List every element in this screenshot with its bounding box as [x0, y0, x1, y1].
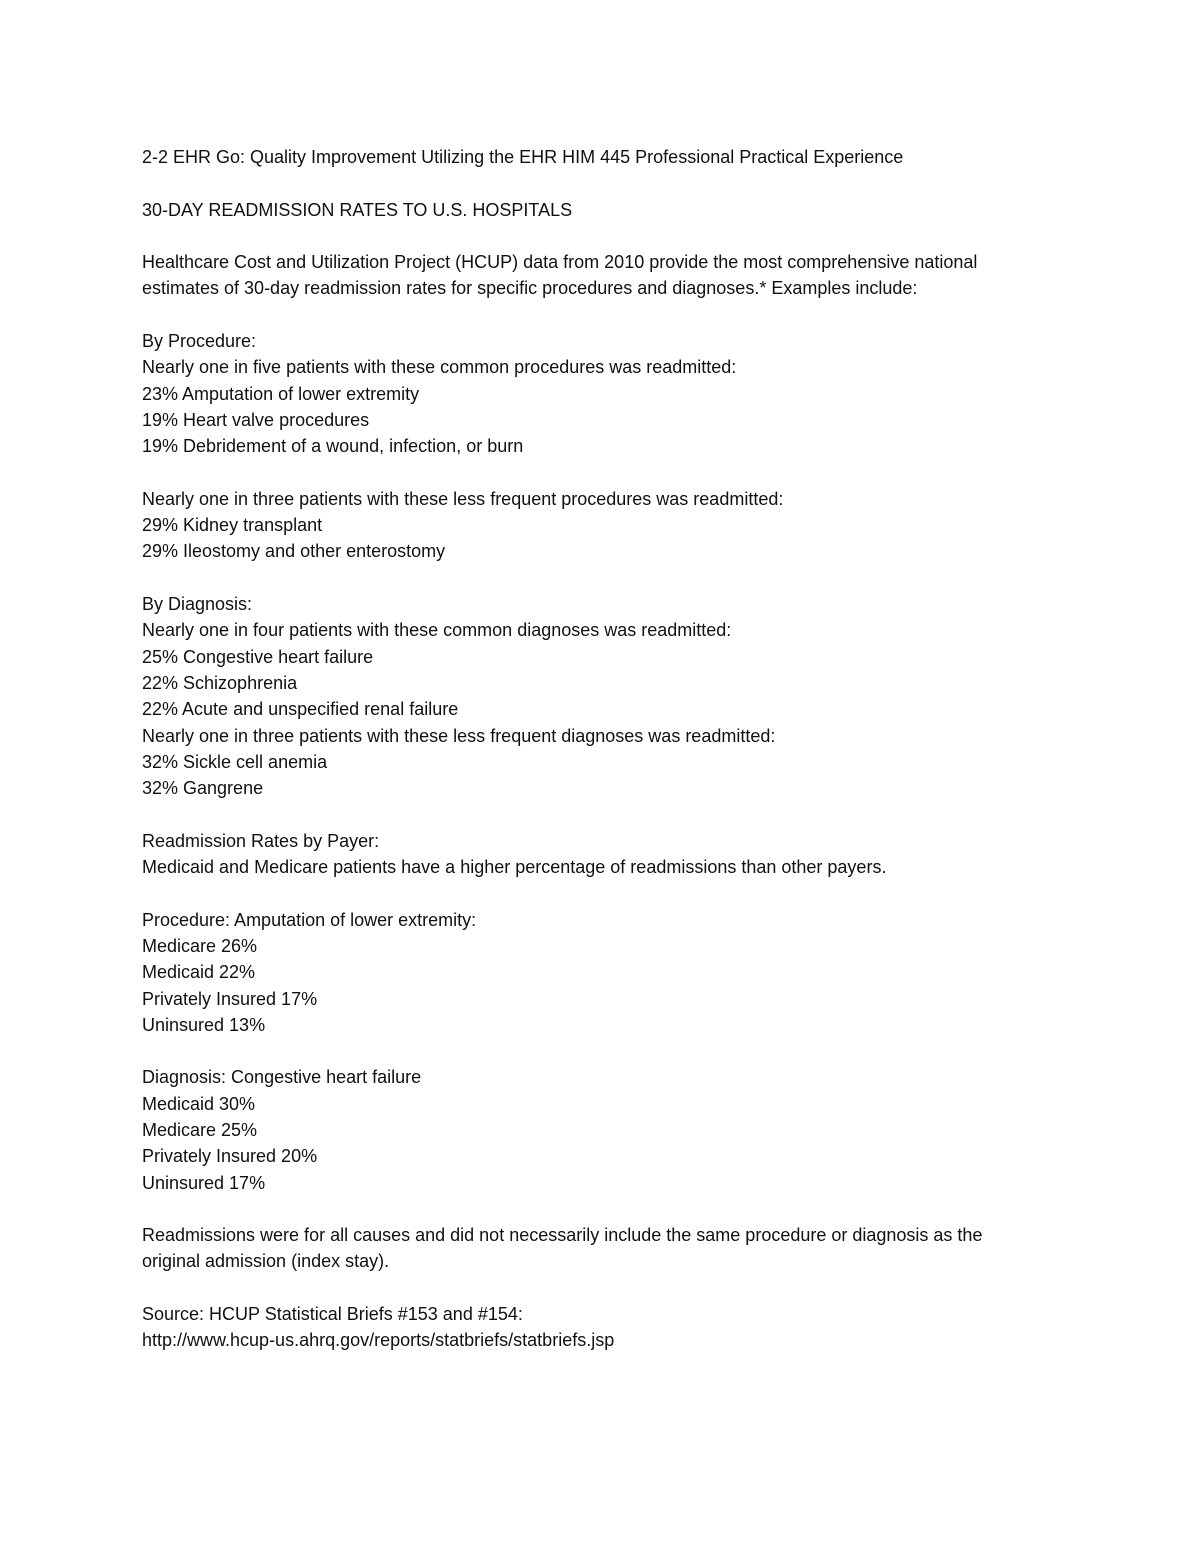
list-item: 29% Ileostomy and other enterostomy	[142, 541, 446, 562]
group-intro: Nearly one in five patients with these common procedures was readmitted:	[142, 357, 737, 378]
list-item: 22% Acute and unspecified renal failure	[142, 699, 459, 720]
by-diagnosis-section	[142, 591, 1082, 801]
spacer	[142, 565, 1082, 591]
section-heading: Diagnosis: Congestive heart failure	[142, 1067, 422, 1088]
note-line: original admission (index stay).	[142, 1251, 390, 1272]
intro-line: Healthcare Cost and Utilization Project (HCUP) data from 2010 provide the most comprehensive national	[142, 252, 978, 273]
by-procedure-section	[142, 328, 1082, 565]
section-heading: By Procedure:	[142, 331, 257, 352]
list-item: Uninsured 13%	[142, 1014, 266, 1035]
note-line: Readmissions were for all causes and did not necessarily include the same procedure or diagnosis as the	[142, 1225, 983, 1246]
list-item: Privately Insured 17%	[142, 988, 318, 1009]
list-item: Medicare 26%	[142, 935, 258, 956]
header-line: 2-2 EHR Go: Quality Improvement Utilizing the EHR HIM 445 Professional Practical Experience	[142, 147, 904, 167]
list-item: Medicaid 30%	[142, 1093, 256, 1114]
list-item: 19% Heart valve procedures	[142, 409, 370, 430]
section-heading: Procedure: Amputation of lower extremity:	[142, 909, 477, 930]
intro-line: estimates of 30-day readmission rates for specific procedures and diagnoses.* Examples include:	[142, 278, 918, 299]
intro-paragraph	[142, 249, 1082, 302]
list-item: 19% Debridement of a wound, infection, or burn	[142, 436, 524, 457]
group-intro: Nearly one in three patients with these less frequent procedures was readmitted:	[142, 488, 784, 509]
spacer	[142, 1196, 1082, 1222]
spacer	[142, 1038, 1082, 1064]
list-item: Privately Insured 20%	[142, 1146, 318, 1167]
section-heading: By Diagnosis:	[142, 594, 253, 615]
list-item: 22% Schizophrenia	[142, 672, 298, 693]
spacer	[142, 302, 1082, 328]
source-block	[142, 1301, 1082, 1354]
payer-summary: Medicaid and Medicare patients have a higher percentage of readmissions than other payers.	[142, 857, 887, 878]
list-item: 23% Amputation of lower extremity	[142, 383, 420, 404]
spacer	[142, 223, 1082, 249]
list-item: Medicaid 22%	[142, 962, 256, 983]
list-item: 29% Kidney transplant	[142, 515, 323, 536]
document-title: 30-DAY READMISSION RATES TO U.S. HOSPITALS	[142, 199, 573, 220]
by-payer-section	[142, 828, 1082, 881]
list-item: 25% Congestive heart failure	[142, 646, 374, 667]
group-intro: Nearly one in four patients with these common diagnoses was readmitted:	[142, 620, 732, 641]
section-heading: Readmission Rates by Payer:	[142, 830, 380, 851]
source-url: http://www.hcup-us.ahrq.gov/reports/statbriefs/statbriefs.jsp	[142, 1330, 615, 1351]
list-item: 32% Gangrene	[142, 778, 264, 799]
diagnosis-payer-section	[142, 1064, 1082, 1195]
list-item: Medicare 25%	[142, 1119, 258, 1140]
group-intro: Nearly one in three patients with these less frequent diagnoses was readmitted:	[142, 725, 776, 746]
note-paragraph	[142, 1222, 1082, 1275]
spacer	[142, 170, 1082, 196]
document-page	[142, 144, 1082, 1354]
list-item: Uninsured 17%	[142, 1172, 266, 1193]
list-item: 32% Sickle cell anemia	[142, 751, 328, 772]
procedure-payer-section	[142, 907, 1082, 1038]
spacer	[142, 1275, 1082, 1301]
spacer	[142, 880, 1082, 906]
source-label: Source: HCUP Statistical Briefs #153 and #154:	[142, 1304, 523, 1325]
spacer	[142, 460, 1082, 486]
spacer	[142, 801, 1082, 827]
